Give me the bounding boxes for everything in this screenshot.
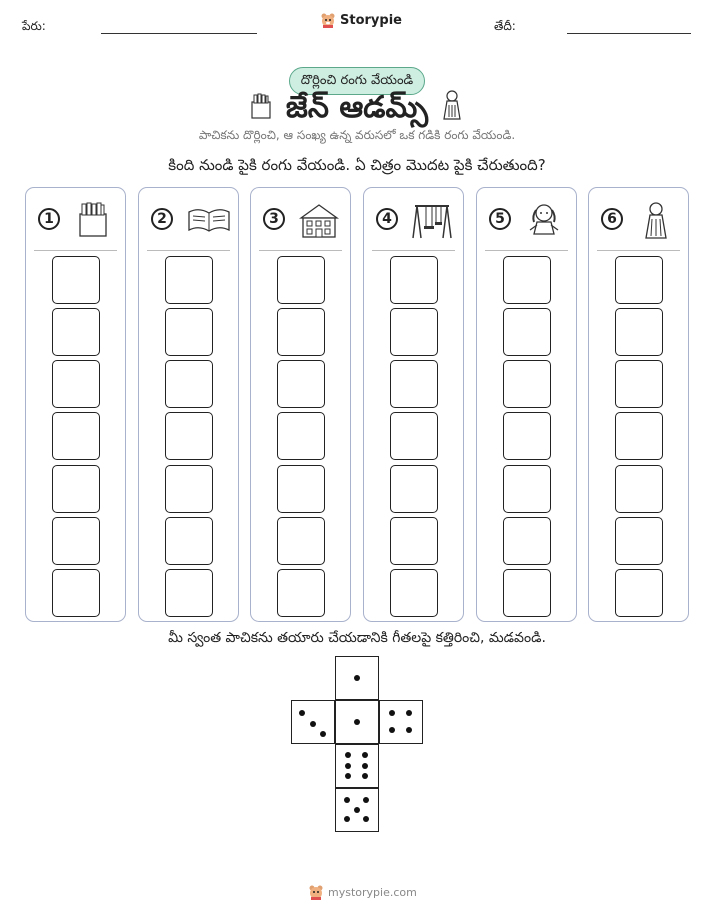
color-box[interactable] [503,412,551,460]
date-line [567,33,691,34]
die-pip [389,710,395,716]
color-box[interactable] [165,360,213,408]
die-pip [363,797,369,803]
column-header [251,188,350,250]
color-box[interactable] [615,465,663,513]
column-number: 2 [151,208,173,230]
die-face [335,788,379,832]
die-pip [354,675,360,681]
house-icon [298,200,338,240]
color-box[interactable] [615,308,663,356]
column-divider [372,250,455,251]
column-number: 4 [376,208,398,230]
bear-icon [320,12,336,28]
color-box[interactable] [277,517,325,565]
die-pip [362,773,368,779]
die-pip [406,727,412,733]
color-box[interactable] [165,569,213,617]
brand-name: Storypie [340,12,402,28]
column-divider [597,250,680,251]
subtitle: పాచికను దొర్లించి, ఆ సంఖ్య ఉన్న వరుసలో ఒక గడికి రంగు వేయండి. [198,128,516,142]
column-1 [25,187,126,622]
color-box[interactable] [277,308,325,356]
color-box[interactable] [277,465,325,513]
die-pip [344,816,350,822]
die-pip [310,721,316,727]
die-pip [345,763,351,769]
column-2 [138,187,239,622]
color-box[interactable] [52,569,100,617]
color-box[interactable] [503,308,551,356]
footer-url: mystorypie.com [328,885,417,899]
column-divider [259,250,342,251]
question-text: కింది నుండి పైకి రంగు వేయండి. ఏ చిత్రం మొదట పైకి చేరుతుంది? [168,156,546,174]
color-box[interactable] [503,256,551,304]
color-box[interactable] [165,308,213,356]
color-box[interactable] [277,412,325,460]
activity-badge: దొర్లించి రంగు వేయండి [289,67,425,95]
die-face [335,700,379,744]
die-pip [362,763,368,769]
color-box[interactable] [52,308,100,356]
name-label: పేరు: [22,19,46,33]
die-face [335,744,379,788]
color-box[interactable] [52,360,100,408]
column-number: 5 [489,208,511,230]
swing-set-icon [411,200,451,240]
color-box[interactable] [503,517,551,565]
column-header [139,188,238,250]
color-box[interactable] [390,412,438,460]
color-box[interactable] [277,256,325,304]
color-box[interactable] [277,569,325,617]
color-box[interactable] [390,465,438,513]
color-box[interactable] [615,256,663,304]
die-pip [354,719,360,725]
color-box[interactable] [165,517,213,565]
die-pip [344,797,350,803]
color-box[interactable] [390,517,438,565]
page-title: జేన్ ఆడమ్స్ [285,90,429,125]
die-pip [299,710,305,716]
brand-logo [320,12,402,28]
color-box[interactable] [615,569,663,617]
die-face [335,656,379,700]
color-box[interactable] [52,517,100,565]
crayon-box-icon [73,200,113,240]
color-box[interactable] [503,465,551,513]
color-box[interactable] [615,360,663,408]
color-box[interactable] [52,256,100,304]
column-4 [363,187,464,622]
color-box[interactable] [52,412,100,460]
cut-fold-instruction: మీ స్వంత పాచికను తయారు చేయడానికి గీతలపై కత్తిరించి, మడవండి. [168,630,546,646]
die-pip [389,727,395,733]
color-box[interactable] [165,412,213,460]
column-header [477,188,576,250]
column-header [364,188,463,250]
footer [308,884,417,900]
color-box[interactable] [52,465,100,513]
column-number: 3 [263,208,285,230]
color-box[interactable] [390,569,438,617]
die-pip [406,710,412,716]
die-face [379,700,423,744]
die-pip [354,807,360,813]
color-box[interactable] [503,360,551,408]
bear-icon [308,884,324,900]
die-pip [320,731,326,737]
die-pip [363,816,369,822]
column-header [26,188,125,250]
girl-icon [524,200,564,240]
color-box[interactable] [165,465,213,513]
die-face [291,700,335,744]
color-box[interactable] [277,360,325,408]
color-box[interactable] [503,569,551,617]
doll-icon [636,200,676,240]
date-label: తేదీ: [494,19,516,33]
color-box[interactable] [165,256,213,304]
name-line [101,33,257,34]
column-5 [476,187,577,622]
column-6 [588,187,689,622]
column-3 [250,187,351,622]
color-box[interactable] [615,412,663,460]
doll-icon [441,89,463,121]
open-book-icon [186,200,226,240]
column-number: 1 [38,208,60,230]
die-pip [345,752,351,758]
column-divider [485,250,568,251]
color-box[interactable] [390,360,438,408]
column-header [589,188,688,250]
column-divider [34,250,117,251]
color-box[interactable] [615,517,663,565]
color-box[interactable] [390,256,438,304]
column-number: 6 [601,208,623,230]
column-divider [147,250,230,251]
color-box[interactable] [390,308,438,356]
die-pip [362,752,368,758]
die-pip [345,773,351,779]
